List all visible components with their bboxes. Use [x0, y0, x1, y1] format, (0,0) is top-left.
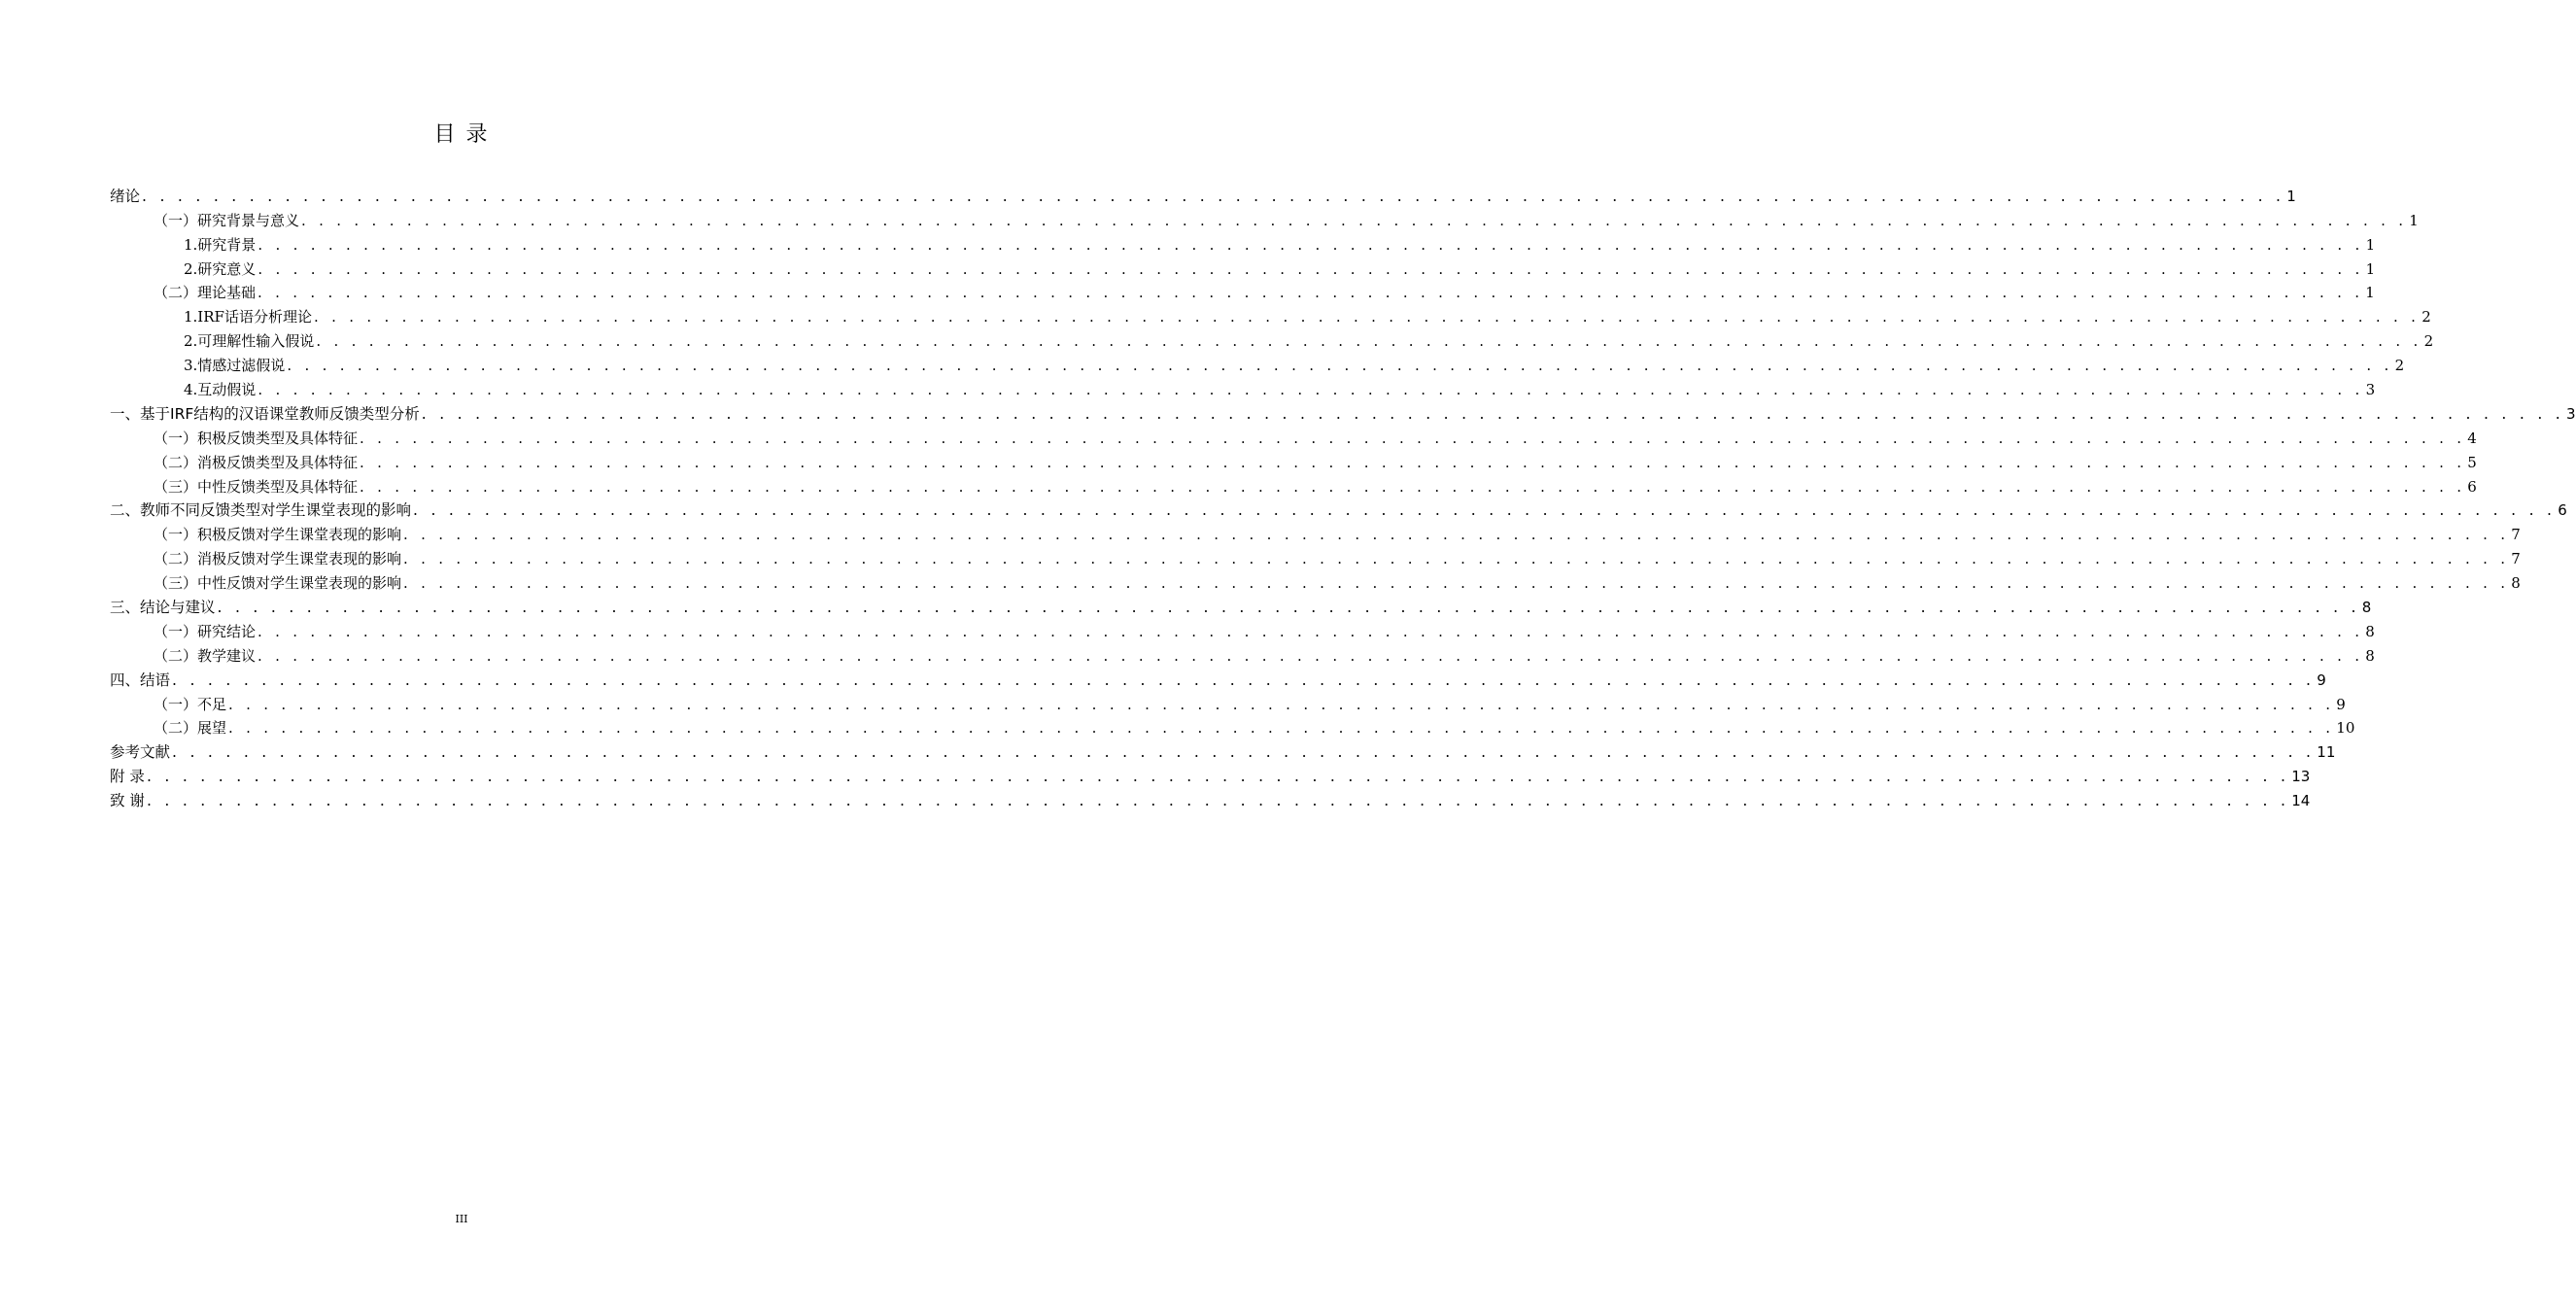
toc-entry-label: （二）展望	[154, 719, 227, 738]
toc-dot-leader: . . . . . . . . . . . . . . . . . . . . . . . . . . . . . . . . . . . . . . . . . . . . . . . . . . . . . . . . . . . . . . . . . . . . . . . . . . . . . . . . . . . . . . . . . . . . . . . . . . . . . . . . . . . . . . . . . . . . . . . .	[258, 646, 2364, 665]
toc-entry-page: 7	[2511, 526, 2521, 544]
toc-entry[interactable]	[110, 257, 2376, 281]
toc-entry-label: 致 谢	[110, 792, 145, 810]
toc-entry[interactable]	[110, 643, 2375, 668]
toc-entry-label: 3.情感过滤假说	[184, 357, 286, 375]
toc-entry-label: （一）研究背景与意义	[154, 211, 300, 229]
toc-entry-page: 2	[2421, 308, 2431, 326]
toc-entry[interactable]	[110, 570, 2521, 595]
toc-entry[interactable]	[110, 304, 2431, 328]
toc-entry-page: 14	[2291, 792, 2311, 810]
toc-entry-label: 四、结语	[110, 670, 171, 689]
toc-entry-page: 8	[2361, 599, 2372, 617]
toc-dot-leader: . . . . . . . . . . . . . . . . . . . . . . . . . . . . . . . . . . . . . . . . . . . . . . . . . . . . . . . . . . . . . . . . . . . . . . . . . . . . . . . . . . . . . . . . . . . . . . . . . . . . . . . . . . . . . . . . . . . . . . . .	[228, 719, 2335, 738]
toc-entry-label: （三）中性反馈类型及具体特征	[154, 477, 359, 496]
toc-entry-label: （一）研究结论	[154, 622, 257, 640]
toc-entry-page: 8	[2365, 646, 2375, 665]
toc-entry-page: 1	[2365, 235, 2376, 254]
toc-entry-page: 1	[2365, 284, 2375, 302]
toc-entry-label: 二、教师不同反馈类型对学生课堂表现的影响	[110, 501, 412, 520]
toc-entry-page: 3	[2365, 381, 2376, 399]
toc-entry[interactable]	[110, 619, 2375, 643]
toc-entry-label: （二）消极反馈类型及具体特征	[154, 453, 359, 471]
toc-dot-leader: . . . . . . . . . . . . . . . . . . . . . . . . . . . . . . . . . . . . . . . . . . . . . . . . . . . . . . . . . . . . . . . . . . . . . . . . . . . . . . . . . . . . . . . . . . . . . . . . . . . . . . . . . . . . . . . . . . . . . . . .	[421, 404, 2565, 423]
toc-dot-leader: . . . . . . . . . . . . . . . . . . . . . . . . . . . . . . . . . . . . . . . . . . . . . . . . . . . . . . . . . . . . . . . . . . . . . . . . . . . . . . . . . . . . . . . . . . . . . . . . . . . . . . . . . . . . . . . . . . . . . . . .	[258, 622, 2364, 640]
toc-entry-page: 7	[2511, 550, 2521, 568]
toc-entry[interactable]	[110, 208, 2419, 232]
toc-entry[interactable]	[110, 716, 2355, 740]
toc-entry-page: 6	[2467, 477, 2477, 496]
toc-entry-page: 8	[2365, 622, 2375, 640]
toc-entry[interactable]	[110, 546, 2521, 570]
toc-entry-page: 9	[2336, 695, 2346, 713]
toc-dot-leader: . . . . . . . . . . . . . . . . . . . . . . . . . . . . . . . . . . . . . . . . . . . . . . . . . . . . . . . . . . . . . . . . . . . . . . . . . . . . . . . . . . . . . . . . . . . . . . . . . . . . . . . . . . . . . . . . . . . . . . . .	[301, 211, 2408, 229]
toc-entry-page: 5	[2467, 453, 2477, 471]
toc-entry-page: 3	[2566, 404, 2576, 423]
toc-entry-label: 4.互动假说	[184, 381, 257, 399]
toc-dot-leader: . . . . . . . . . . . . . . . . . . . . . . . . . . . . . . . . . . . . . . . . . . . . . . . . . . . . . . . . . . . . . . . . . . . . . . . . . . . . . . . . . . . . . . . . . . . . . . . . . . . . . . . . . . . . . . . . . . . . . . . .	[360, 477, 2466, 496]
toc-entry-label: 2.研究意义	[184, 259, 257, 278]
toc-entry-page: 1	[2365, 259, 2376, 278]
toc-entry-label: 附 录	[110, 768, 145, 786]
toc-entry-label: 三、结论与建议	[110, 599, 216, 617]
toc-entry-label: （一）不足	[154, 695, 227, 713]
toc-entry[interactable]	[110, 498, 2567, 523]
toc-dot-leader: . . . . . . . . . . . . . . . . . . . . . . . . . . . . . . . . . . . . . . . . . . . . . . . . . . . . . . . . . . . . . . . . . . . . . . . . . . . . . . . . . . . . . . . . . . . . . . . . . . . . . . . . . . . . . . . . . . . . . . . .	[228, 695, 2335, 713]
toc-entry[interactable]	[110, 764, 2311, 788]
toc-dot-leader: . . . . . . . . . . . . . . . . . . . . . . . . . . . . . . . . . . . . . . . . . . . . . . . . . . . . . . . . . . . . . . . . . . . . . . . . . . . . . . . . . . . . . . . . . . . . . . . . . . . . . . . . . . . . . . . . . . . . . . . .	[217, 599, 2360, 617]
toc-entry-page: 6	[2558, 501, 2567, 520]
page-title: 目 录	[433, 122, 490, 147]
toc-entry[interactable]	[110, 353, 2405, 377]
toc-entry[interactable]	[110, 401, 2576, 426]
toc-dot-leader: . . . . . . . . . . . . . . . . . . . . . . . . . . . . . . . . . . . . . . . . . . . . . . . . . . . . . . . . . . . . . . . . . . . . . . . . . . . . . . . . . . . . . . . . . . . . . . . . . . . . . . . . . . . . . . . . . . . . . . . .	[258, 259, 2364, 278]
toc-dot-leader: . . . . . . . . . . . . . . . . . . . . . . . . . . . . . . . . . . . . . . . . . . . . . . . . . . . . . . . . . . . . . . . . . . . . . . . . . . . . . . . . . . . . . . . . . . . . . . . . . . . . . . . . . . . . . . . . . . . . . . . .	[403, 550, 2510, 568]
toc-entry-page: 11	[2317, 743, 2336, 762]
toc-entry-label: （一）积极反馈对学生课堂表现的影响	[154, 526, 402, 544]
toc-entry-label: （二）教学建议	[154, 646, 257, 665]
toc-dot-leader: . . . . . . . . . . . . . . . . . . . . . . . . . . . . . . . . . . . . . . . . . . . . . . . . . . . . . . . . . . . . . . . . . . . . . . . . . . . . . . . . . . . . . . . . . . . . . . . . . . . . . . . . . . . . . . . . . . . . . . . .	[142, 187, 2285, 205]
toc-entry-page: 10	[2336, 719, 2355, 738]
toc-dot-leader: . . . . . . . . . . . . . . . . . . . . . . . . . . . . . . . . . . . . . . . . . . . . . . . . . . . . . . . . . . . . . . . . . . . . . . . . . . . . . . . . . . . . . . . . . . . . . . . . . . . . . . . . . . . . . . . . . . . . . . . .	[146, 768, 2290, 786]
toc-entry[interactable]	[110, 788, 2311, 812]
toc-entry[interactable]	[110, 450, 2477, 474]
toc-dot-leader: . . . . . . . . . . . . . . . . . . . . . . . . . . . . . . . . . . . . . . . . . . . . . . . . . . . . . . . . . . . . . . . . . . . . . . . . . . . . . . . . . . . . . . . . . . . . . . . . . . . . . . . . . . . . . . . . . . . . . . . .	[360, 429, 2466, 447]
toc-entry[interactable]	[110, 184, 2296, 208]
toc-entry-page: 1	[2409, 211, 2419, 229]
toc-dot-leader: . . . . . . . . . . . . . . . . . . . . . . . . . . . . . . . . . . . . . . . . . . . . . . . . . . . . . . . . . . . . . . . . . . . . . . . . . . . . . . . . . . . . . . . . . . . . . . . . . . . . . . . . . . . . . . . . . . . . . . . .	[258, 284, 2364, 302]
toc-dot-leader: . . . . . . . . . . . . . . . . . . . . . . . . . . . . . . . . . . . . . . . . . . . . . . . . . . . . . . . . . . . . . . . . . . . . . . . . . . . . . . . . . . . . . . . . . . . . . . . . . . . . . . . . . . . . . . . . . . . . . . . .	[258, 235, 2364, 254]
toc-entry[interactable]	[110, 474, 2477, 498]
toc-entry[interactable]	[110, 232, 2376, 257]
toc-dot-leader: . . . . . . . . . . . . . . . . . . . . . . . . . . . . . . . . . . . . . . . . . . . . . . . . . . . . . . . . . . . . . . . . . . . . . . . . . . . . . . . . . . . . . . . . . . . . . . . . . . . . . . . . . . . . . . . . . . . . . . . .	[360, 453, 2466, 471]
toc-entry-page: 9	[2317, 670, 2326, 689]
toc-entry-label: （二）消极反馈对学生课堂表现的影响	[154, 550, 402, 568]
toc-entry-label: （二）理论基础	[154, 284, 257, 302]
toc-entry[interactable]	[110, 328, 2434, 353]
toc-entry[interactable]	[110, 739, 2336, 764]
toc-dot-leader: . . . . . . . . . . . . . . . . . . . . . . . . . . . . . . . . . . . . . . . . . . . . . . . . . . . . . . . . . . . . . . . . . . . . . . . . . . . . . . . . . . . . . . . . . . . . . . . . . . . . . . . . . . . . . . . . . . . . . . . .	[146, 792, 2290, 810]
toc-entry-page: 8	[2511, 574, 2521, 593]
toc-dot-leader: . . . . . . . . . . . . . . . . . . . . . . . . . . . . . . . . . . . . . . . . . . . . . . . . . . . . . . . . . . . . . . . . . . . . . . . . . . . . . . . . . . . . . . . . . . . . . . . . . . . . . . . . . . . . . . . . . . . . . . . .	[403, 574, 2510, 593]
toc-entry-label: 绪论	[110, 187, 141, 205]
toc-entry[interactable]	[110, 426, 2477, 450]
page-number: III	[455, 1213, 468, 1225]
toc-dot-leader: . . . . . . . . . . . . . . . . . . . . . . . . . . . . . . . . . . . . . . . . . . . . . . . . . . . . . . . . . . . . . . . . . . . . . . . . . . . . . . . . . . . . . . . . . . . . . . . . . . . . . . . . . . . . . . . . . . . . . . . .	[316, 332, 2422, 351]
toc-entry[interactable]	[110, 595, 2372, 619]
toc-entry-page: 2	[2423, 332, 2434, 351]
toc-entry-label: （三）中性反馈对学生课堂表现的影响	[154, 574, 402, 593]
toc-entry-label: 一、基于IRF结构的汉语课堂教师反馈类型分析	[110, 404, 420, 423]
toc-dot-leader: . . . . . . . . . . . . . . . . . . . . . . . . . . . . . . . . . . . . . . . . . . . . . . . . . . . . . . . . . . . . . . . . . . . . . . . . . . . . . . . . . . . . . . . . . . . . . . . . . . . . . . . . . . . . . . . . . . . . . . . .	[258, 381, 2364, 399]
toc-entry[interactable]	[110, 692, 2346, 716]
toc-entry[interactable]	[110, 281, 2375, 305]
toc-entry[interactable]	[110, 377, 2376, 401]
toc-dot-leader: . . . . . . . . . . . . . . . . . . . . . . . . . . . . . . . . . . . . . . . . . . . . . . . . . . . . . . . . . . . . . . . . . . . . . . . . . . . . . . . . . . . . . . . . . . . . . . . . . . . . . . . . . . . . . . . . . . . . . . . .	[413, 501, 2557, 520]
toc-entry[interactable]	[110, 668, 2326, 692]
toc-entry-label: 2.可理解性输入假说	[184, 332, 315, 351]
toc-dot-leader: . . . . . . . . . . . . . . . . . . . . . . . . . . . . . . . . . . . . . . . . . . . . . . . . . . . . . . . . . . . . . . . . . . . . . . . . . . . . . . . . . . . . . . . . . . . . . . . . . . . . . . . . . . . . . . . . . . . . . . . .	[403, 526, 2510, 544]
toc-entry-page: 1	[2286, 187, 2296, 205]
toc-dot-leader: . . . . . . . . . . . . . . . . . . . . . . . . . . . . . . . . . . . . . . . . . . . . . . . . . . . . . . . . . . . . . . . . . . . . . . . . . . . . . . . . . . . . . . . . . . . . . . . . . . . . . . . . . . . . . . . . . . . . . . . .	[172, 743, 2316, 762]
toc-entry-page: 4	[2467, 429, 2477, 447]
toc-entry-label: 1.IRF话语分析理论	[184, 308, 312, 326]
toc-entry-page: 13	[2291, 768, 2311, 786]
toc-entry-page: 2	[2394, 357, 2405, 375]
toc-entry-label: （一）积极反馈类型及具体特征	[154, 429, 359, 447]
toc-entry-label: 1.研究背景	[184, 235, 257, 254]
table-of-contents	[110, 184, 2576, 812]
toc-dot-leader: . . . . . . . . . . . . . . . . . . . . . . . . . . . . . . . . . . . . . . . . . . . . . . . . . . . . . . . . . . . . . . . . . . . . . . . . . . . . . . . . . . . . . . . . . . . . . . . . . . . . . . . . . . . . . . . . . . . . . . . .	[287, 357, 2393, 375]
toc-dot-leader: . . . . . . . . . . . . . . . . . . . . . . . . . . . . . . . . . . . . . . . . . . . . . . . . . . . . . . . . . . . . . . . . . . . . . . . . . . . . . . . . . . . . . . . . . . . . . . . . . . . . . . . . . . . . . . . . . . . . . . . .	[172, 670, 2316, 689]
toc-entry[interactable]	[110, 522, 2521, 546]
toc-dot-leader: . . . . . . . . . . . . . . . . . . . . . . . . . . . . . . . . . . . . . . . . . . . . . . . . . . . . . . . . . . . . . . . . . . . . . . . . . . . . . . . . . . . . . . . . . . . . . . . . . . . . . . . . . . . . . . . . . . . . . . . .	[313, 308, 2421, 326]
toc-entry-label: 参考文献	[110, 743, 171, 762]
